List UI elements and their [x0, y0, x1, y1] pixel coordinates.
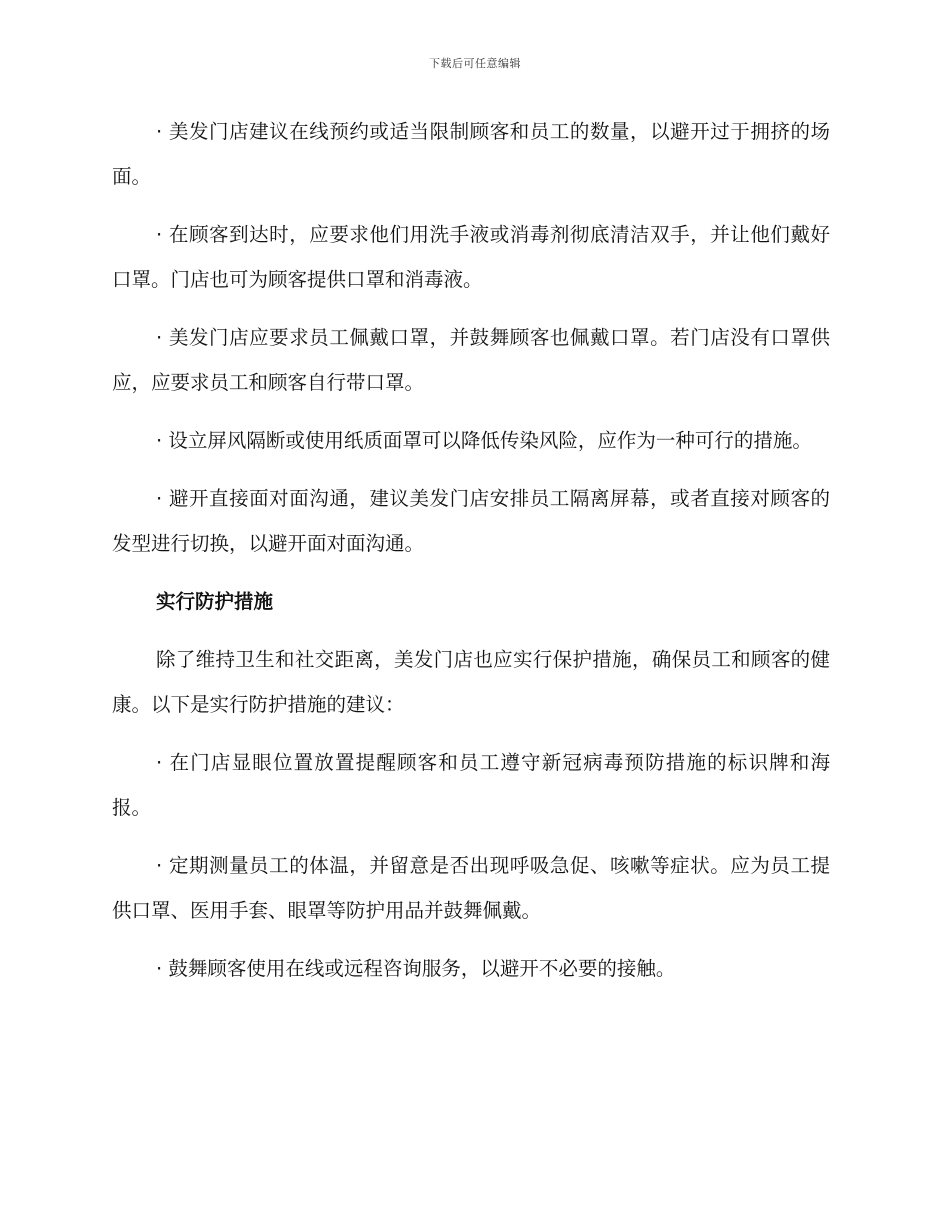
- bullet-paragraph: · 定期测量员工的体温，并留意是否出现呼吸急促、咳嗽等症状。应为员工提供口罩、医用手套、眼罩等防护用品并鼓舞佩戴。: [112, 854, 830, 922]
- bullet-paragraph: · 在门店显眼位置放置提醒顾客和员工遵守新冠病毒预防措施的标识牌和海报。: [112, 751, 830, 819]
- bullet-paragraph: · 美发门店建议在线预约或适当限制顾客和员工的数量，以避开过于拥挤的场面。: [112, 120, 830, 188]
- bullet-paragraph: · 设立屏风隔断或使用纸质面罩可以降低传染风险，应作为一种可行的措施。: [156, 429, 812, 452]
- bullet-paragraph: · 避开直接面对面沟通，建议美发门店安排员工隔离屏幕，或者直接对顾客的发型进行切换，以避开面对面沟通。: [112, 487, 830, 555]
- section-intro: 除了维持卫生和社交距离，美发门店也应实行保护措施，确保员工和顾客的健康。以下是实行防护措施的建议：: [112, 648, 830, 716]
- document-body: [112, 109, 830, 1004]
- section-heading: 实行防护措施: [156, 590, 274, 613]
- bullet-paragraph: · 鼓舞顾客使用在线或远程咨询服务，以避开不必要的接触。: [156, 957, 676, 980]
- bullet-paragraph: · 美发门店应要求员工佩戴口罩，并鼓舞顾客也佩戴口罩。若门店没有口罩供应，应要求员工和顾客自行带口罩。: [112, 326, 830, 394]
- bullet-paragraph: · 在顾客到达时，应要求他们用洗手液或消毒剂彻底清洁双手，并让他们戴好口罩。门店也可为顾客提供口罩和消毒液。: [112, 223, 830, 291]
- page-header: 下载后可任意编辑: [429, 57, 521, 70]
